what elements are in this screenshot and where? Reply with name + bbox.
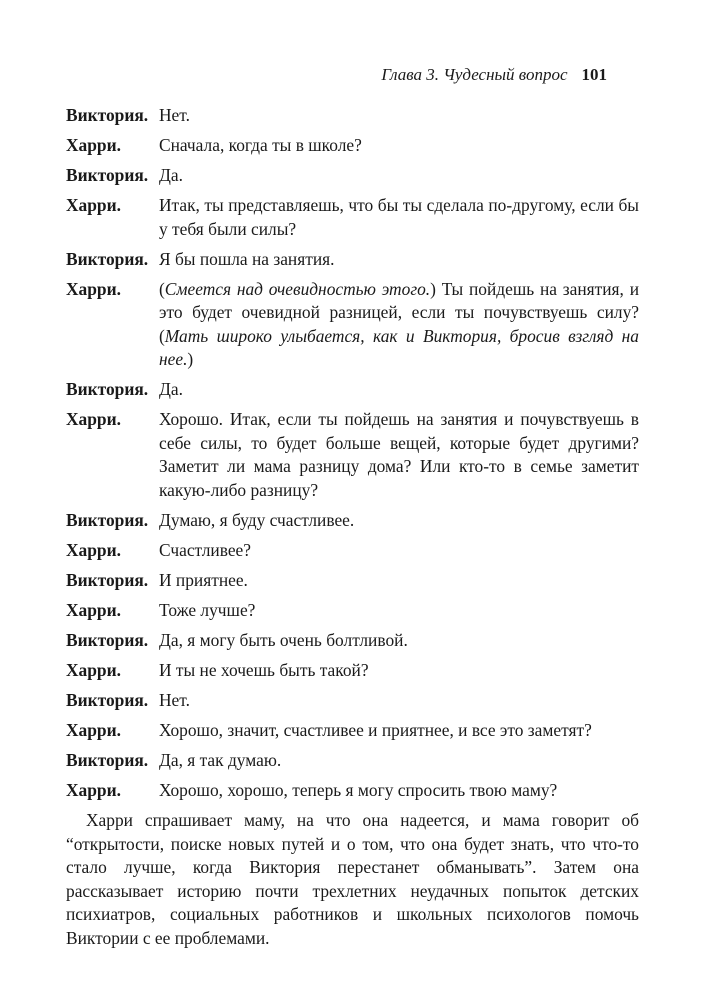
speech-text: И приятнее. <box>159 569 248 590</box>
dialogue-turn <box>66 719 639 743</box>
speaker-name: Виктория. <box>66 379 149 399</box>
dialogue <box>66 104 639 809</box>
dialogue-turn <box>66 569 639 593</box>
dialogue-turn <box>66 134 639 158</box>
speech-text: Счастливее? <box>159 539 251 560</box>
dialogue-turn <box>66 689 639 713</box>
dialogue-turn <box>66 164 639 188</box>
speech-text: И ты не хочешь быть такой? <box>159 659 369 680</box>
speaker-name: Харри. <box>66 659 121 680</box>
speech-fragment: ) <box>187 349 194 369</box>
dialogue-turn <box>66 599 639 623</box>
stage-direction: Мать широко улыбается, как и Виктория, бросив взгляд на нее. <box>159 325 639 369</box>
speaker-name: Виктория. <box>66 689 149 710</box>
dialogue-turn <box>66 248 639 272</box>
speaker-name: Харри. <box>66 278 121 299</box>
dialogue-turn <box>66 194 639 241</box>
speech-text <box>159 278 639 372</box>
speech-text: Сначала, когда ты в школе? <box>159 135 362 155</box>
speaker-name: Харри. <box>66 719 121 740</box>
speaker-name: Виктория. <box>66 569 149 590</box>
speaker-name: Харри. <box>66 779 121 800</box>
speech-text: Нет. <box>159 689 190 710</box>
dialogue-turn <box>66 629 639 653</box>
speech-text: Да, я могу быть очень болтливой. <box>159 629 408 650</box>
running-header <box>381 63 607 87</box>
speech-fragment: ) Ты пойдешь на занятия, и это будет очевидной разницей, если ты почувствуешь силу? ( <box>159 278 640 346</box>
dialogue-turn <box>66 408 639 502</box>
dialogue-turn <box>66 278 639 372</box>
speech-text: Да. <box>159 379 183 399</box>
speaker-name: Виктория. <box>66 749 149 770</box>
speaker-name: Харри. <box>66 599 121 620</box>
speaker-name: Виктория. <box>66 105 149 125</box>
dialogue-turn <box>66 749 639 773</box>
page-number: 101 <box>581 65 607 84</box>
speech-text: Да, я так думаю. <box>159 749 282 770</box>
speech-text: Да. <box>159 165 183 185</box>
dialogue-turn <box>66 378 639 402</box>
dialogue-turn <box>66 509 639 533</box>
speech-text: Думаю, я буду счастливее. <box>159 509 355 530</box>
speaker-name: Виктория. <box>66 165 149 185</box>
narrative-paragraph: Харри спрашивает маму, на что она надеется, и мама говорит об “открытости, поиске новых путей и о том, что она будет знать, что что-то стало лучше, когда Виктория перестанет обманывать”. Затем она рассказывает историю почти трехлетних неудачных попыток детских психиатров, социальных работников и школьных психологов помочь Виктории с ее проблемами. <box>66 810 639 948</box>
speaker-name: Харри. <box>66 195 121 215</box>
speaker-name: Виктория. <box>66 509 149 530</box>
speaker-name: Харри. <box>66 539 121 560</box>
dialogue-turn <box>66 104 639 128</box>
stage-direction: Смеется над очевидностью этого. <box>164 278 431 299</box>
dialogue-turn <box>66 659 639 683</box>
speaker-name: Виктория. <box>66 629 149 650</box>
speech-fragment: ( <box>159 278 165 299</box>
chapter-title: Глава 3. Чудесный вопрос <box>381 65 568 84</box>
speech-text: Хорошо, хорошо, теперь я могу спросить твою маму? <box>159 779 558 800</box>
speech-text: Тоже лучше? <box>159 599 256 620</box>
speech-text: Хорошо, значит, счастливее и приятнее, и все это заметят? <box>159 719 592 740</box>
speech-text: Хорошо. Итак, если ты пойдешь на занятия и почувствуешь в себе силы, то будет больше вещей, которые будет другими? Заметит ли мама разницу дома? Или кто-то в семье заметит какую-либо разницу? <box>159 409 639 500</box>
speech-text: Итак, ты представляешь, что бы ты сделала по-другому, если бы у тебя были силы? <box>159 195 639 239</box>
speaker-name: Виктория. <box>66 248 149 269</box>
dialogue-turn <box>66 779 639 803</box>
speech-text: Я бы пошла на занятия. <box>159 248 335 269</box>
speaker-name: Харри. <box>66 409 121 429</box>
speech-text: Нет. <box>159 105 190 125</box>
dialogue-turn <box>66 539 639 563</box>
speaker-name: Харри. <box>66 135 121 155</box>
